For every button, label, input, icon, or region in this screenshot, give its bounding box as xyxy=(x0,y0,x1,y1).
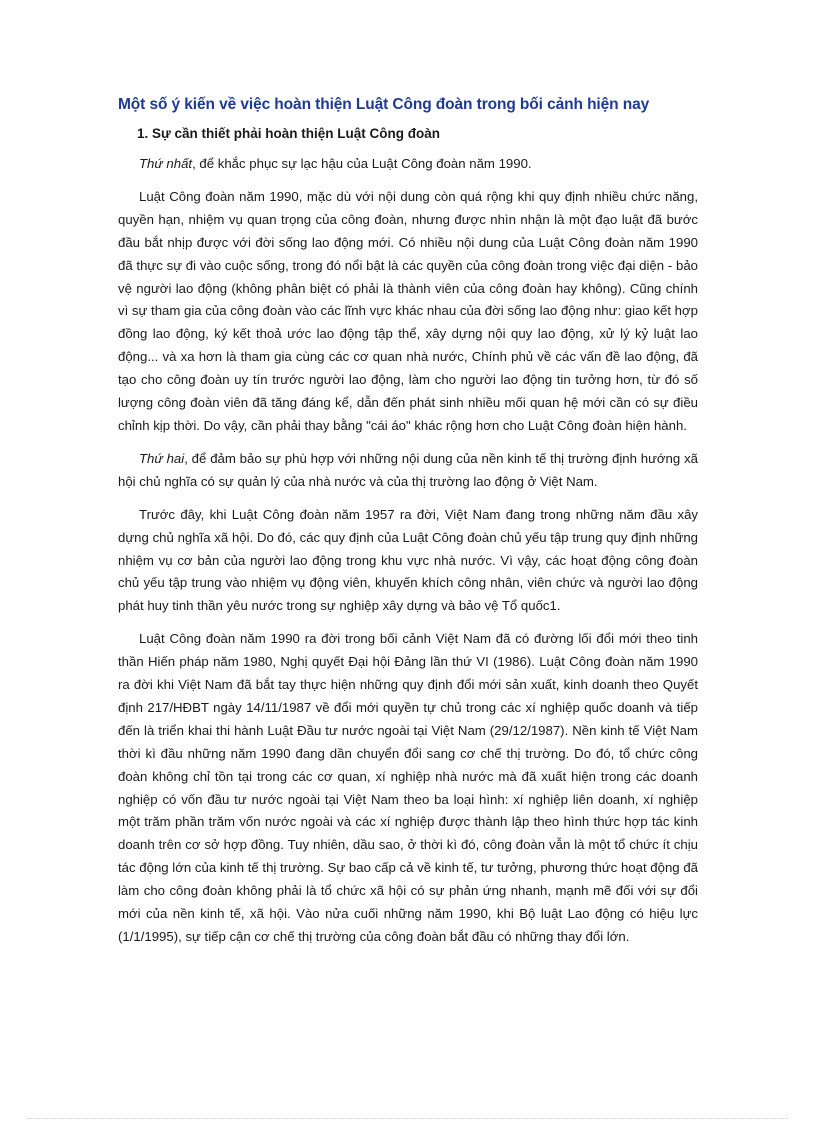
first-point-lead: Thứ nhất xyxy=(139,156,193,171)
page-bottom-divider xyxy=(28,1118,788,1119)
document-page xyxy=(118,96,698,959)
first-point-text: , để khắc phục sự lạc hậu của Luật Công đoàn năm 1990. xyxy=(192,156,532,171)
paragraph-1990-context: Luật Công đoàn năm 1990 ra đời trong bối cảnh Việt Nam đã có đường lối đổi mới theo tinh thần Hiến pháp năm 1980, Nghị quyết Đại hội Đảng lần thứ VI (1986). Luật Công đoàn năm 1990 ra đời khi Việt Nam đã bắt tay thực hiện những quy định đổi mới sản xuất, kinh doanh theo Quyết định 217/HĐBT ngày 14/11/1987 về đổi mới quyền tự chủ trong các xí nghiệp quốc doanh và tiếp đến là triển khai thi hành Luật Đầu tư nước ngoài tại Việt Nam (29/12/1987). Nền kinh tế Việt Nam thời kì đầu những năm 1990 đang dần chuyển đổi sang cơ chế thị trường. Do đó, tổ chức công đoàn không chỉ tồn tại trong các cơ quan, xí nghiệp nhà nước mà đã xuất hiện trong các doanh nghiệp có vốn đầu tư nước ngoài tại Việt Nam theo ba loại hình: xí nghiệp liên doanh, xí nghiệp một trăm phần trăm vốn nước ngoài và các xí nghiệp được thành lập theo hình thức hợp tác kinh doanh trên cơ sở hợp đồng. Tuy nhiên, dầu sao, ở thời kì đó, công đoàn vẫn là một tổ chức ít chịu tác động lớn của kinh tế thị trường. Sự bao cấp cả về kinh tế, tư tưởng, phương thức hoạt động đã làm cho công đoàn không phải là tổ chức xã hội có sự phản ứng nhanh, mạnh mẽ đối với sự đổi mới của nền kinh tế, xã hội. Vào nửa cuối những năm 1990, khi Bộ luật Lao động có hiệu lực (1/1/1995), sự tiếp cận cơ chế thị trường của công đoàn bắt đầu có những thay đổi lớn. xyxy=(118,631,698,944)
paragraph-1990-law: Luật Công đoàn năm 1990, mặc dù với nội dung còn quá rộng khi quy định nhiều chức năng, quyền hạn, nhiệm vụ quan trọng của công đoàn, nhưng được nhìn nhận là một đạo luật đã bước đầu bắt nhịp được với đời sống lao động mới. Có nhiều nội dung của Luật Công đoàn năm 1990 đã thực sự đi vào cuộc sống, trong đó nổi bật là các quyền của công đoàn trong việc đại diện - bảo vệ người lao động (không phân biệt có phải là thành viên của công đoàn hay không). Cũng chính vì sự tham gia của công đoàn vào các lĩnh vực khác nhau của đời sống lao động như: giao kết hợp đồng lao động, ký kết thoả ước lao động tập thể, xây dựng nội quy lao động, xử lý kỷ luật lao động... và xa hơn là tham gia cùng các cơ quan nhà nước, Chính phủ về các vấn đề lao động, đã tạo cho công đoàn uy tín trước người lao động, làm cho người lao động tin tưởng hơn, từ đó số lượng công đoàn viên đã tăng đáng kể, dẫn đến phát sinh nhiều mối quan hệ mới cần có sự điều chỉnh kịp thời. Do vậy, cần phải thay bằng "cái áo" khác rộng hơn cho Luật Công đoàn hiện hành. xyxy=(118,188,698,433)
second-point-lead: Thứ hai xyxy=(139,450,185,466)
document-title: Một số ý kiến về việc hoàn thiện Luật Công đoàn trong bối cảnh hiện nay xyxy=(118,96,650,113)
paragraph-second-point xyxy=(118,448,698,494)
paragraph-1957-law: Trước đây, khi Luật Công đoàn năm 1957 ra đời, Việt Nam đang trong những năm đầu xây dựng chủ nghĩa xã hội. Do đó, các quy định của Luật Công đoàn chủ yếu tập trung quy định những nhiệm vụ cơ bản của người lao động trong khu vực nhà nước. Vì vậy, các hoạt động công đoàn chủ yếu tập trung vào nhiệm vụ động viên, khuyến khích công nhân, viên chức và người lao động phát huy tinh thần yêu nước trong sự nghiệp xây dựng và bảo vệ Tổ quốc1. xyxy=(118,506,698,614)
paragraph-first-point xyxy=(118,153,698,176)
second-point-text: , để đảm bảo sự phù hợp với những nội dung của nền kinh tế thị trường định hướng xã hội chủ nghĩa có sự quản lý của nhà nước và của thị trường lao động ở Việt Nam. xyxy=(118,450,698,489)
section-heading: 1. Sự cần thiết phải hoàn thiện Luật Công đoàn xyxy=(137,126,441,141)
